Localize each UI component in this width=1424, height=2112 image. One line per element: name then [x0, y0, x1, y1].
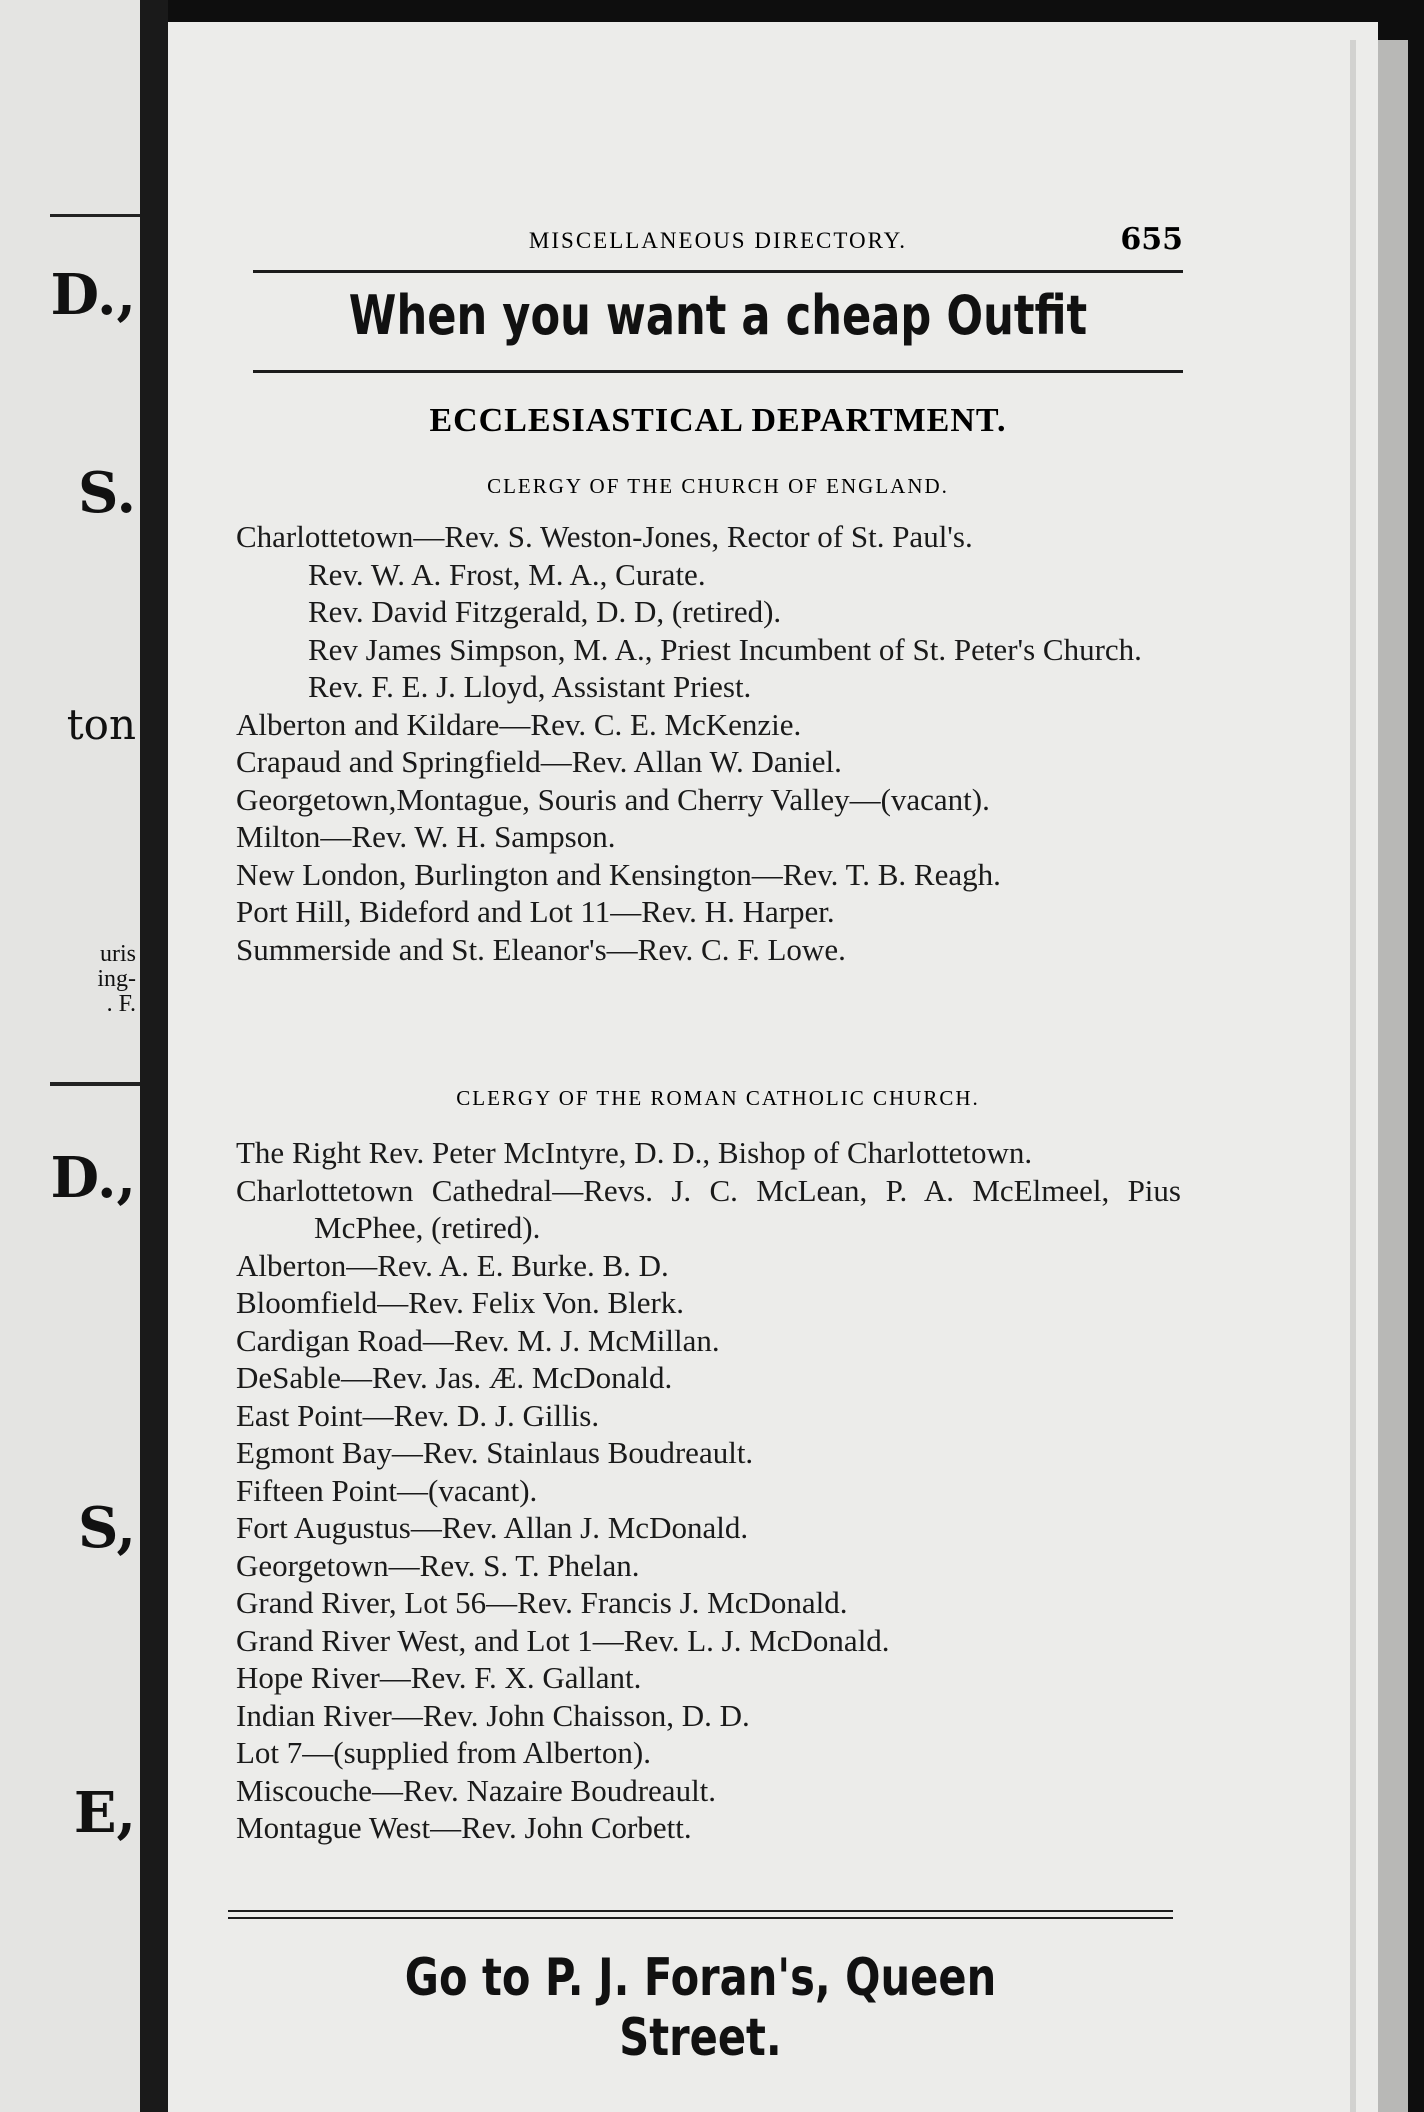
- page-header: [253, 218, 1183, 264]
- list-item: Hope River—Rev. F. X. Gallant.: [236, 1660, 642, 1695]
- list-item: Georgetown—Rev. S. T. Phelan.: [236, 1547, 640, 1583]
- catholic-clergy-list: [236, 1134, 1181, 1847]
- england-clergy-list: [236, 518, 1181, 968]
- page-edge: [1378, 40, 1408, 2112]
- list-item: East Point—Rev. D. J. Gillis.: [236, 1397, 600, 1433]
- list-item: Georgetown,Montague, Souris and Cherry Valley—(vacant).: [236, 781, 990, 817]
- facing-fragment: S.: [78, 460, 136, 526]
- facing-fragment: ton: [66, 700, 136, 749]
- banner-rule: [253, 370, 1183, 373]
- list-item: Rev. David Fitzgerald, D. D, (retired).: [308, 594, 782, 629]
- list-item: Alberton—Rev. A. E. Burke. B. D.: [236, 1247, 669, 1283]
- list-item: Rev James Simpson, M. A., Priest Incumbent of St. Peter's Church.: [308, 631, 1142, 667]
- section-heading-catholic: CLERGY OF THE ROMAN CATHOLIC CHURCH.: [456, 1086, 980, 1110]
- list-item: Miscouche—Rev. Nazaire Boudreault.: [236, 1772, 717, 1808]
- page-edge-line: [1350, 40, 1356, 2112]
- book-gutter: [140, 0, 168, 2112]
- facing-side-note: uris ing- . F.: [97, 941, 136, 1017]
- list-item: Port Hill, Bideford and Lot 11—Rev. H. Harper.: [236, 894, 835, 929]
- list-item: Crapaud and Springfield—Rev. Allan W. Daniel.: [236, 744, 842, 779]
- list-item: Rev. F. E. J. Lloyd, Assistant Priest.: [308, 669, 752, 704]
- list-item: Rev. W. A. Frost, M. A., Curate.: [308, 556, 706, 592]
- facing-fragment: D.,: [50, 262, 136, 328]
- facing-fragment: D.,: [50, 1145, 136, 1211]
- list-item: Lot 7—(supplied from Alberton).: [236, 1735, 651, 1770]
- list-item: Indian River—Rev. John Chaisson, D. D.: [236, 1697, 750, 1733]
- list-item: Alberton and Kildare—Rev. C. E. McKenzie.: [236, 706, 802, 742]
- facing-rule: [50, 1082, 140, 1086]
- header-rule: [253, 270, 1183, 273]
- directory-page: [168, 22, 1378, 2112]
- facing-fragment: E,: [73, 1780, 136, 1846]
- page-number: 655: [1120, 222, 1183, 257]
- list-item: Charlottetown—Rev. S. Weston-Jones, Rector of St. Paul's.: [236, 519, 973, 554]
- facing-page: [0, 0, 140, 2112]
- running-title: MISCELLANEOUS DIRECTORY.: [528, 228, 908, 253]
- list-item: Fifteen Point—(vacant).: [236, 1472, 538, 1508]
- list-item: Montague West—Rev. John Corbett.: [236, 1810, 692, 1845]
- list-item: Summerside and St. Eleanor's—Rev. C. F. Lowe.: [236, 931, 846, 967]
- list-item: Milton—Rev. W. H. Sampson.: [236, 819, 616, 854]
- list-item: DeSable—Rev. Jas. Æ. McDonald.: [236, 1360, 673, 1395]
- footer-rule: [228, 1910, 1173, 1912]
- list-item: Egmont Bay—Rev. Stainlaus Boudreault.: [236, 1435, 754, 1470]
- department-title: ECCLESIASTICAL DEPARTMENT.: [429, 402, 1007, 439]
- facing-fragment: S,: [78, 1495, 136, 1561]
- list-item: Bloomfield—Rev. Felix Von. Blerk.: [236, 1285, 685, 1320]
- footer-rule: [228, 1917, 1173, 1919]
- facing-rule: [50, 214, 140, 217]
- list-item: New London, Burlington and Kensington—Rev. T. B. Reagh.: [236, 856, 1001, 892]
- list-item: Charlottetown Cathedral—Revs. J. C. McLean, P. A. McElmeel, Pius McPhee, (retired).: [236, 1172, 1181, 1245]
- list-item: Grand River, Lot 56—Rev. Francis J. McDonald.: [236, 1585, 848, 1620]
- list-item: Cardigan Road—Rev. M. J. McMillan.: [236, 1322, 720, 1358]
- banner-top: When you want a cheap Outfit: [348, 284, 1088, 347]
- list-item: Fort Augustus—Rev. Allan J. McDonald.: [236, 1510, 749, 1545]
- section-heading-england: CLERGY OF THE CHURCH OF ENGLAND.: [487, 474, 949, 498]
- banner-bottom: Go to P. J. Foran's, Queen Street.: [404, 1948, 997, 2068]
- list-item: The Right Rev. Peter McIntyre, D. D., Bishop of Charlottetown.: [236, 1135, 1033, 1170]
- list-item: Grand River West, and Lot 1—Rev. L. J. McDonald.: [236, 1622, 890, 1658]
